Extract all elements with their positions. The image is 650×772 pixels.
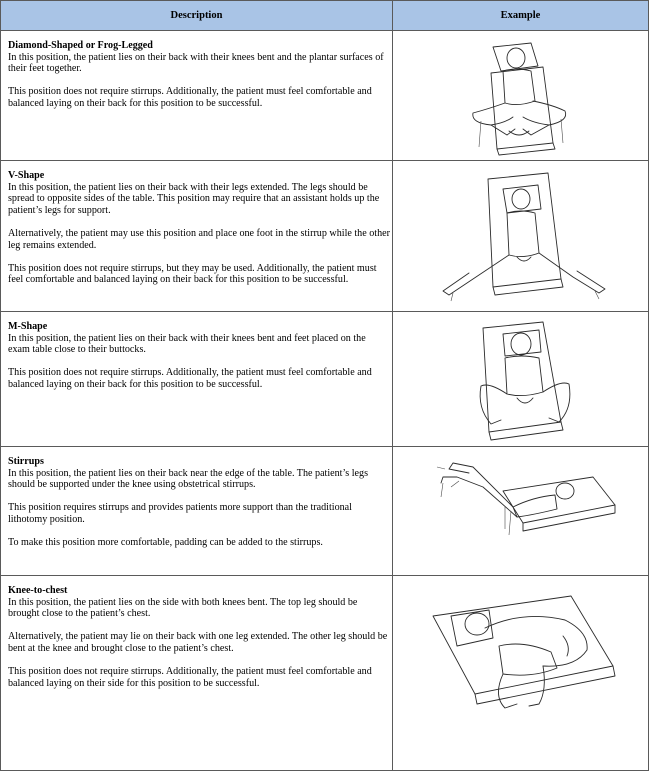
stirrups-illustration	[393, 447, 648, 576]
row-description	[8, 321, 390, 402]
row-description	[8, 170, 390, 298]
m-shape-illustration	[393, 312, 648, 447]
row-description	[8, 585, 390, 701]
position-title: Diamond-Shaped or Frog-Legged	[8, 40, 153, 51]
row-description	[8, 40, 390, 121]
row-description	[8, 456, 390, 560]
example-illustration	[393, 161, 648, 312]
example-illustration	[393, 31, 648, 161]
description-paragraph: In this position, the patient lies on the side with both knees bent. The top leg should be brought close to the patient’s chest.	[8, 596, 358, 620]
description-paragraph: To make this position more comfortable, padding can be added to the stirrups.	[8, 537, 323, 549]
description-paragraph: In this position, the patient lies on their back near the edge of the table. The patient’s legs should be supported under the knee using obstetrical stirrups.	[8, 467, 369, 491]
table-header	[1, 1, 648, 31]
position-title: Knee-to-chest	[8, 585, 68, 596]
column-header-description: Description	[170, 10, 223, 21]
description-paragraph: In this position, the patient lies on their back with their knees bent and the plantar surfaces of their feet together.	[8, 51, 384, 75]
v-shape-illustration	[393, 161, 648, 312]
position-title: Stirrups	[8, 456, 44, 467]
description-paragraph: This position does not require stirrups. Additionally, the patient must feel comfortable and balanced laying on their side for this position to be successful.	[8, 666, 372, 689]
description-paragraph: This position does not require stirrups, but they may be used. Additionally, the patient must feel comfortable and balanced laying on their back for this position to be successful.	[8, 262, 377, 286]
description-paragraph: In this position, the patient lies on their back with their knees bent and feet placed on the exam table close to their buttocks.	[8, 332, 366, 356]
example-illustration	[393, 576, 648, 770]
position-title: M-Shape	[8, 321, 48, 332]
table-row	[1, 312, 648, 447]
description-paragraph: Alternatively, the patient may use this position and place one foot in the stirrup while the other leg remains extended.	[8, 227, 390, 251]
table-row	[1, 576, 648, 770]
table-row	[1, 447, 648, 576]
description-paragraph: This position does not require stirrups. Additionally, the patient must feel comfortable and balanced laying on their back for this position to be successful.	[8, 367, 372, 390]
description-paragraph: This position requires stirrups and provides patients more support than the traditional lithotomy position.	[8, 502, 352, 525]
position-title: V-Shape	[8, 170, 45, 181]
knee-to-chest-illustration	[393, 576, 648, 770]
table-row	[1, 161, 648, 312]
description-paragraph: Alternatively, the patient may lie on their back with one leg extended. The other leg should be bent at the knee and brought close to the patient’s chest.	[8, 631, 388, 654]
description-paragraph: In this position, the patient lies on their back with their legs extended. The legs should be spread to opposite sides of the table. This position may require that an assistant holds up the patient’s legs for support.	[8, 181, 380, 216]
diamond-position-illustration	[393, 31, 648, 161]
example-illustration	[393, 312, 648, 447]
column-header-example: Example	[500, 10, 541, 21]
example-illustration	[393, 447, 648, 576]
table-row	[1, 31, 648, 161]
description-paragraph: This position does not require stirrups. Additionally, the patient must feel comfortable and balanced laying on their back for this position to be successful.	[8, 86, 372, 109]
